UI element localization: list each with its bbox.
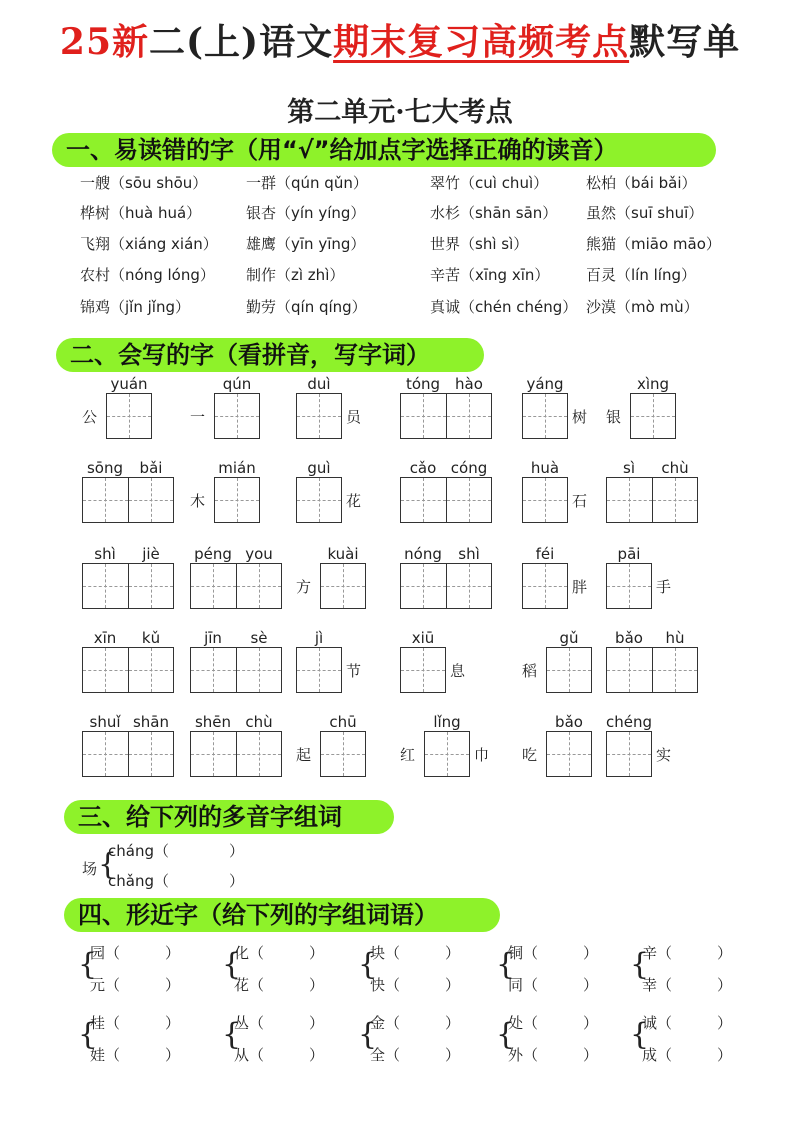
given-character: 花 (346, 492, 362, 510)
pronunciation-item: 辛苦（xīng xīn） (430, 266, 550, 284)
given-character: 手 (656, 578, 672, 596)
writing-cell[interactable] (236, 564, 282, 608)
given-character: 树 (572, 408, 588, 426)
given-character: 方 (296, 578, 312, 596)
pinyin-label: yáng (526, 375, 564, 393)
pinyin-label: lǐng (433, 713, 461, 731)
brace-icon: { (496, 947, 516, 982)
writing-cell[interactable] (191, 648, 236, 692)
pinyin-label: sì (623, 459, 635, 477)
title-suffix: 默写单 (629, 21, 741, 63)
pronunciation-item: 翠竹（cuì chuì） (430, 174, 549, 192)
writing-box[interactable] (424, 731, 470, 777)
pinyin-label: mián (218, 459, 256, 477)
writing-box[interactable] (546, 647, 592, 693)
pronunciation-item: 一群（qún qǔn） (246, 174, 368, 192)
writing-cell[interactable] (652, 478, 698, 522)
section-1-heading: 一、易读错的字（用“√”给加点字选择正确的读音） (52, 133, 716, 167)
brace-icon: { (358, 947, 378, 982)
given-character: 吃 (522, 746, 538, 764)
similar-char-item: 幸（ ） (642, 976, 733, 994)
pronunciation-item: 农村（nóng lóng） (80, 266, 215, 284)
title-year: 25新 (59, 21, 149, 63)
writing-cell[interactable] (83, 478, 128, 522)
similar-char-item: 桂（ ） (90, 1014, 181, 1032)
pinyin-label: bǎi (139, 459, 163, 477)
brace-icon: { (222, 1017, 242, 1052)
writing-cell[interactable] (191, 732, 236, 776)
pinyin-label: cóng (450, 459, 488, 477)
polyphonic-reading-1: cháng（ ） (108, 842, 244, 860)
writing-box[interactable] (606, 647, 698, 693)
writing-box[interactable] (190, 647, 282, 693)
similar-char-item: 快（ ） (370, 976, 461, 994)
given-character: 节 (346, 662, 362, 680)
writing-cell[interactable] (83, 564, 128, 608)
similar-char-item: 从（ ） (234, 1046, 325, 1064)
given-character: 稻 (522, 662, 538, 680)
writing-cell[interactable] (191, 564, 236, 608)
writing-box[interactable] (214, 477, 260, 523)
pinyin-label: nóng (404, 545, 442, 563)
pronunciation-item: 松柏（bái bǎi） (586, 174, 697, 192)
writing-cell[interactable] (297, 478, 341, 522)
writing-box[interactable] (400, 477, 492, 523)
writing-box[interactable] (606, 563, 652, 609)
pinyin-label: chù (245, 713, 273, 731)
page-subtitle: 第二单元·七大考点 (287, 97, 513, 128)
writing-cell[interactable] (446, 478, 492, 522)
writing-box[interactable] (522, 393, 568, 439)
writing-box[interactable] (320, 731, 366, 777)
writing-box[interactable] (320, 563, 366, 609)
section-3-heading: 三、给下列的多音字组词 (64, 800, 394, 834)
writing-box[interactable] (400, 647, 446, 693)
writing-box[interactable] (606, 731, 652, 777)
brace-icon: { (358, 1017, 378, 1052)
pinyin-label: chù (661, 459, 689, 477)
similar-char-item: 丛（ ） (234, 1014, 325, 1032)
writing-box[interactable] (296, 477, 342, 523)
similar-char-item: 辛（ ） (642, 944, 733, 962)
brace-icon: { (630, 947, 650, 982)
given-character: 一 (190, 408, 206, 426)
writing-cell[interactable] (523, 478, 567, 522)
writing-cell[interactable] (83, 732, 128, 776)
pinyin-label: sōng (86, 459, 124, 477)
given-character: 巾 (474, 746, 490, 764)
writing-cell[interactable] (547, 648, 591, 692)
pinyin-label: shuǐ (89, 713, 121, 731)
similar-char-item: 全（ ） (370, 1046, 461, 1064)
writing-cell[interactable] (523, 564, 567, 608)
writing-cell[interactable] (236, 732, 282, 776)
pinyin-label: kuài (327, 545, 359, 563)
pinyin-label: shān (132, 713, 170, 731)
given-character: 胖 (572, 578, 588, 596)
brace-icon: { (98, 847, 118, 882)
pinyin-label: chū (329, 713, 357, 731)
pinyin-label: shēn (194, 713, 232, 731)
pinyin-label: shì (458, 545, 480, 563)
writing-cell[interactable] (128, 732, 174, 776)
pinyin-label: duì (307, 375, 331, 393)
pronunciation-item: 雄鹰（yīn yīng） (246, 235, 366, 253)
polyphonic-char: 场 (82, 860, 98, 878)
writing-cell[interactable] (297, 648, 341, 692)
pinyin-label: gǔ (559, 629, 579, 647)
pinyin-label: bǎo (555, 713, 583, 731)
pinyin-label: kǔ (141, 629, 161, 647)
pinyin-label: hù (665, 629, 685, 647)
writing-cell[interactable] (215, 394, 259, 438)
writing-cell[interactable] (401, 394, 446, 438)
pronunciation-item: 飞翔（xiáng xián） (80, 235, 218, 253)
pinyin-label: huà (530, 459, 560, 477)
pinyin-label: chéng (606, 713, 653, 731)
writing-cell[interactable] (607, 732, 651, 776)
similar-char-item: 铜（ ） (508, 944, 599, 962)
writing-cell[interactable] (83, 648, 128, 692)
writing-cell[interactable] (401, 564, 446, 608)
writing-cell[interactable] (297, 394, 341, 438)
given-character: 银 (606, 408, 622, 426)
given-character: 石 (572, 492, 588, 510)
similar-char-item: 处（ ） (508, 1014, 599, 1032)
writing-box[interactable] (82, 647, 174, 693)
pinyin-label: xīn (93, 629, 117, 647)
pronunciation-item: 锦鸡（jǐn jǐng） (80, 298, 190, 316)
pinyin-label: tóng (405, 375, 441, 393)
writing-cell[interactable] (215, 478, 259, 522)
writing-cell[interactable] (547, 732, 591, 776)
given-character: 红 (400, 746, 416, 764)
pinyin-label: pāi (617, 545, 641, 563)
writing-box[interactable] (190, 563, 282, 609)
pronunciation-item: 熊猫（miāo māo） (586, 235, 721, 253)
polyphonic-group (82, 838, 342, 898)
given-character: 实 (656, 746, 672, 764)
pronunciation-item: 银杏（yín yíng） (246, 204, 366, 222)
writing-cell[interactable] (607, 564, 651, 608)
similar-char-item: 园（ ） (90, 944, 181, 962)
pronunciation-item: 一艘（sōu shōu） (80, 174, 208, 192)
pinyin-label: bǎo (615, 629, 643, 647)
writing-cell[interactable] (446, 394, 492, 438)
given-character: 公 (82, 408, 98, 426)
writing-cell[interactable] (652, 648, 698, 692)
similar-char-item: 娃（ ） (90, 1046, 181, 1064)
writing-box[interactable] (522, 477, 568, 523)
similar-char-item: 诚（ ） (642, 1014, 733, 1032)
writing-box[interactable] (214, 393, 260, 439)
brace-icon: { (496, 1017, 516, 1052)
pinyin-label: sè (250, 629, 268, 647)
writing-box[interactable] (106, 393, 152, 439)
writing-cell[interactable] (321, 732, 365, 776)
given-character: 起 (296, 746, 312, 764)
pinyin-label: xiū (411, 629, 435, 647)
writing-cell[interactable] (128, 564, 174, 608)
pinyin-label: péng (194, 545, 232, 563)
writing-cell[interactable] (607, 648, 652, 692)
given-character: 员 (346, 408, 362, 426)
pronunciation-item: 勤劳（qín qíng） (246, 298, 367, 316)
pinyin-label: féi (535, 545, 555, 563)
brace-icon: { (630, 1017, 650, 1052)
writing-box[interactable] (82, 563, 174, 609)
pinyin-label: jì (314, 629, 324, 647)
brace-icon: { (78, 1017, 98, 1052)
pronunciation-item: 百灵（lín líng） (586, 266, 696, 284)
given-character: 木 (190, 492, 206, 510)
writing-box[interactable] (606, 477, 698, 523)
pronunciation-item: 桦树（huà huá） (80, 204, 202, 222)
pronunciation-item: 沙漠（mò mù） (586, 298, 699, 316)
writing-cell[interactable] (236, 648, 282, 692)
pinyin-label: guì (307, 459, 331, 477)
pronunciation-item: 虽然（suī shuī） (586, 204, 704, 222)
pinyin-label: xìng (636, 375, 670, 393)
writing-box[interactable] (630, 393, 676, 439)
writing-cell[interactable] (107, 394, 151, 438)
writing-cell[interactable] (523, 394, 567, 438)
section-4-heading: 四、形近字（给下列的字组词语） (64, 898, 500, 932)
similar-char-item: 金（ ） (370, 1014, 461, 1032)
brace-icon: { (222, 947, 242, 982)
writing-box[interactable] (190, 731, 282, 777)
writing-cell[interactable] (128, 478, 174, 522)
title-highlight: 期末复习高频考点 (333, 21, 630, 63)
writing-cell[interactable] (607, 478, 652, 522)
title-grade: 二(上)语文 (149, 21, 334, 63)
similar-char-item: 成（ ） (642, 1046, 733, 1064)
page-title (0, 14, 800, 65)
brace-icon: { (78, 947, 98, 982)
writing-box[interactable] (82, 731, 174, 777)
writing-box[interactable] (400, 393, 492, 439)
pronunciation-item: 制作（zì zhì） (246, 266, 345, 284)
writing-box[interactable] (522, 563, 568, 609)
pinyin-label: you (245, 545, 273, 563)
writing-box[interactable] (296, 647, 342, 693)
writing-cell[interactable] (321, 564, 365, 608)
writing-box[interactable] (400, 563, 492, 609)
given-character: 息 (450, 662, 466, 680)
similar-char-item: 同（ ） (508, 976, 599, 994)
writing-cell[interactable] (425, 732, 469, 776)
writing-cell[interactable] (631, 394, 675, 438)
writing-cell[interactable] (446, 564, 492, 608)
similar-char-item: 花（ ） (234, 976, 325, 994)
pinyin-label: yuán (110, 375, 148, 393)
writing-cell[interactable] (128, 648, 174, 692)
pinyin-label: cǎo (409, 459, 437, 477)
pronunciation-item: 水杉（shān sān） (430, 204, 558, 222)
similar-char-item: 块（ ） (370, 944, 461, 962)
pinyin-label: jiè (142, 545, 160, 563)
similar-char-item: 外（ ） (508, 1046, 599, 1064)
writing-box[interactable] (546, 731, 592, 777)
writing-box[interactable] (296, 393, 342, 439)
pinyin-label: jīn (204, 629, 222, 647)
writing-cell[interactable] (401, 478, 446, 522)
pinyin-label: qún (222, 375, 252, 393)
pronunciation-item: 真诚（chén chéng） (430, 298, 578, 316)
writing-box[interactable] (82, 477, 174, 523)
pinyin-label: shì (94, 545, 116, 563)
similar-char-item: 化（ ） (234, 944, 325, 962)
polyphonic-reading-2: chǎng（ ） (108, 872, 244, 890)
pronunciation-item: 世界（shì sì） (430, 235, 529, 253)
pinyin-label: hào (455, 375, 483, 393)
writing-cell[interactable] (401, 648, 445, 692)
section-2-heading: 二、会写的字（看拼音，写字词） (56, 338, 484, 372)
similar-char-item: 元（ ） (90, 976, 181, 994)
